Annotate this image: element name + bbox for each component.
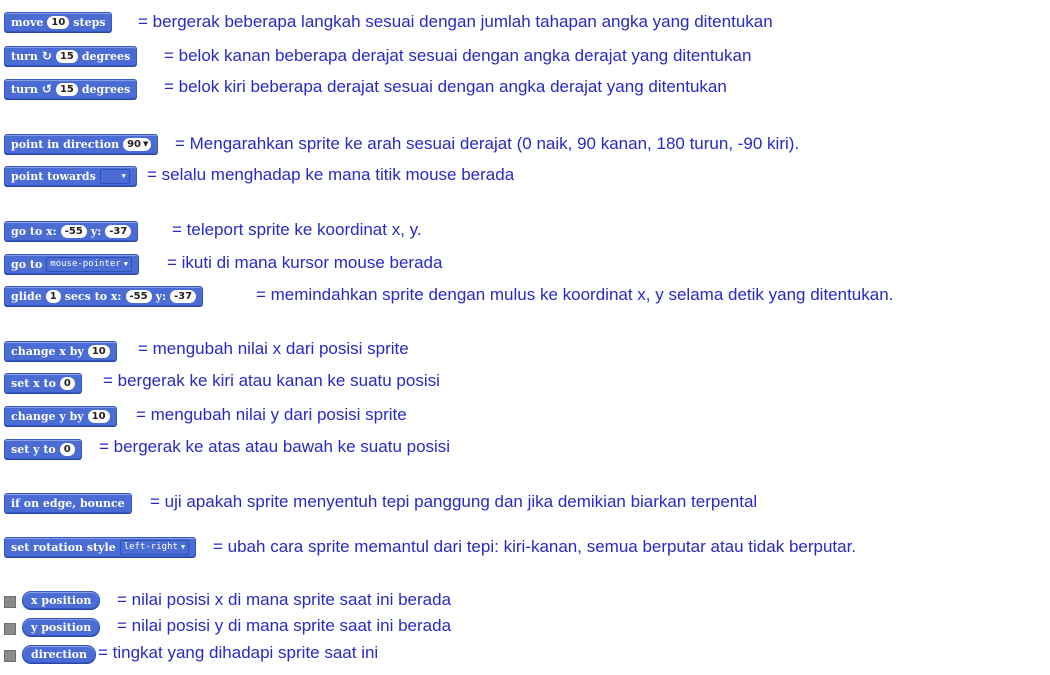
x-value-input[interactable]: 0 — [60, 377, 75, 390]
block-label: direction — [31, 647, 87, 661]
set-x-block[interactable] — [4, 373, 82, 393]
block-label: x position — [31, 593, 92, 607]
direction-checkbox[interactable] — [4, 650, 16, 662]
dropdown-arrow-icon: ▼ — [180, 542, 186, 551]
description: = uji apakah sprite menyentuh tepi panggung dan jika demikian biarkan terpental — [150, 492, 758, 511]
degrees-input[interactable]: 15 — [56, 83, 78, 96]
rotate-clockwise-icon: ↻ — [41, 49, 52, 63]
block-label: secs to x: — [64, 289, 122, 303]
block-label: degrees — [81, 49, 131, 63]
block-label: set rotation style — [11, 540, 116, 554]
point-in-direction-block[interactable] — [4, 134, 158, 154]
secs-input[interactable]: 1 — [46, 290, 61, 303]
y-input[interactable]: -37 — [170, 290, 196, 303]
turn-left-block[interactable] — [4, 79, 137, 99]
dropdown-arrow-icon: ▼ — [121, 171, 126, 180]
rotation-style-value: left-right — [123, 541, 178, 552]
point-towards-block[interactable] — [4, 166, 137, 186]
block-label: degrees — [81, 82, 131, 96]
target-dropdown[interactable] — [100, 169, 130, 184]
block-label: turn — [11, 82, 38, 96]
description: = teleport sprite ke koordinat x, y. — [172, 220, 422, 239]
description: = ikuti di mana kursor mouse berada — [167, 253, 443, 272]
block-label: turn — [11, 49, 38, 63]
direction-dropdown[interactable] — [123, 138, 151, 151]
block-label: y: — [90, 224, 102, 238]
x-position-checkbox[interactable] — [4, 596, 16, 608]
steps-input[interactable]: 10 — [47, 16, 69, 29]
y-input[interactable]: -37 — [105, 225, 131, 238]
go-to-xy-block[interactable] — [4, 221, 138, 241]
description: = mengubah nilai x dari posisi sprite — [138, 339, 409, 358]
rotate-counterclockwise-icon: ↺ — [41, 82, 52, 96]
move-steps-block[interactable] — [4, 12, 112, 32]
dropdown-arrow-icon: ▼ — [123, 259, 128, 268]
go-to-target-block[interactable] — [4, 254, 139, 274]
if-on-edge-bounce-block[interactable] — [4, 493, 132, 513]
block-label: change x by — [11, 344, 84, 358]
block-label: point towards — [11, 169, 96, 183]
block-label: go to x: — [11, 224, 57, 238]
y-position-reporter[interactable] — [22, 618, 100, 636]
description: = nilai posisi x di mana sprite saat ini berada — [117, 590, 452, 609]
description: = mengubah nilai y dari posisi sprite — [136, 405, 407, 424]
dropdown-arrow-icon: ▼ — [143, 139, 149, 148]
description: = selalu menghadap ke mana titik mouse berada — [147, 165, 515, 184]
block-label: move — [11, 15, 44, 29]
block-label: set y to — [11, 442, 56, 456]
y-value-input[interactable]: 0 — [60, 443, 75, 456]
description: = ubah cara sprite memantul dari tepi: kiri-kanan, semua berputar atau tidak berputar. — [213, 537, 857, 556]
y-change-input[interactable]: 10 — [88, 410, 110, 423]
x-change-input[interactable]: 10 — [88, 345, 110, 358]
description: = nilai posisi y di mana sprite saat ini berada — [117, 616, 452, 635]
description: = belok kanan beberapa derajat sesuai dengan angka derajat yang ditentukan — [164, 46, 752, 65]
description: = memindahkan sprite dengan mulus ke koordinat x, y selama detik yang ditentukan. — [256, 285, 894, 304]
glide-block[interactable] — [4, 286, 203, 306]
block-label: go to — [11, 257, 43, 271]
description: = Mengarahkan sprite ke arah sesuai derajat (0 naik, 90 kanan, 180 turun, -90 kiri). — [175, 134, 800, 153]
x-position-reporter[interactable] — [22, 591, 100, 609]
target-value: mouse-pointer — [50, 258, 121, 269]
change-y-block[interactable] — [4, 406, 117, 426]
block-label: steps — [73, 15, 106, 29]
x-input[interactable]: -55 — [61, 225, 87, 238]
description: = bergerak ke atas atau bawah ke suatu posisi — [99, 437, 451, 456]
block-label: point in direction — [11, 137, 120, 151]
block-label: change y by — [11, 409, 84, 423]
rotation-style-dropdown[interactable] — [120, 540, 189, 555]
set-y-block[interactable] — [4, 439, 82, 459]
x-input[interactable]: -55 — [126, 290, 152, 303]
degrees-input[interactable]: 15 — [56, 50, 78, 63]
turn-right-block[interactable] — [4, 46, 137, 66]
description: = bergerak beberapa langkah sesuai dengan jumlah tahapan angka yang ditentukan — [138, 12, 773, 31]
direction-reporter[interactable] — [22, 645, 96, 663]
block-label: if on edge, bounce — [11, 496, 125, 510]
description: = belok kiri beberapa derajat sesuai dengan angka derajat yang ditentukan — [164, 77, 727, 96]
change-x-block[interactable] — [4, 341, 117, 361]
block-label: glide — [11, 289, 42, 303]
block-label: set x to — [11, 376, 56, 390]
description: = bergerak ke kiri atau kanan ke suatu posisi — [103, 371, 440, 390]
block-label: y position — [31, 620, 92, 634]
description: = tingkat yang dihadapi sprite saat ini — [98, 643, 379, 662]
target-dropdown[interactable] — [46, 257, 132, 272]
block-label: y: — [155, 289, 167, 303]
direction-value: 90 — [127, 138, 141, 150]
y-position-checkbox[interactable] — [4, 623, 16, 635]
set-rotation-style-block[interactable] — [4, 537, 196, 557]
